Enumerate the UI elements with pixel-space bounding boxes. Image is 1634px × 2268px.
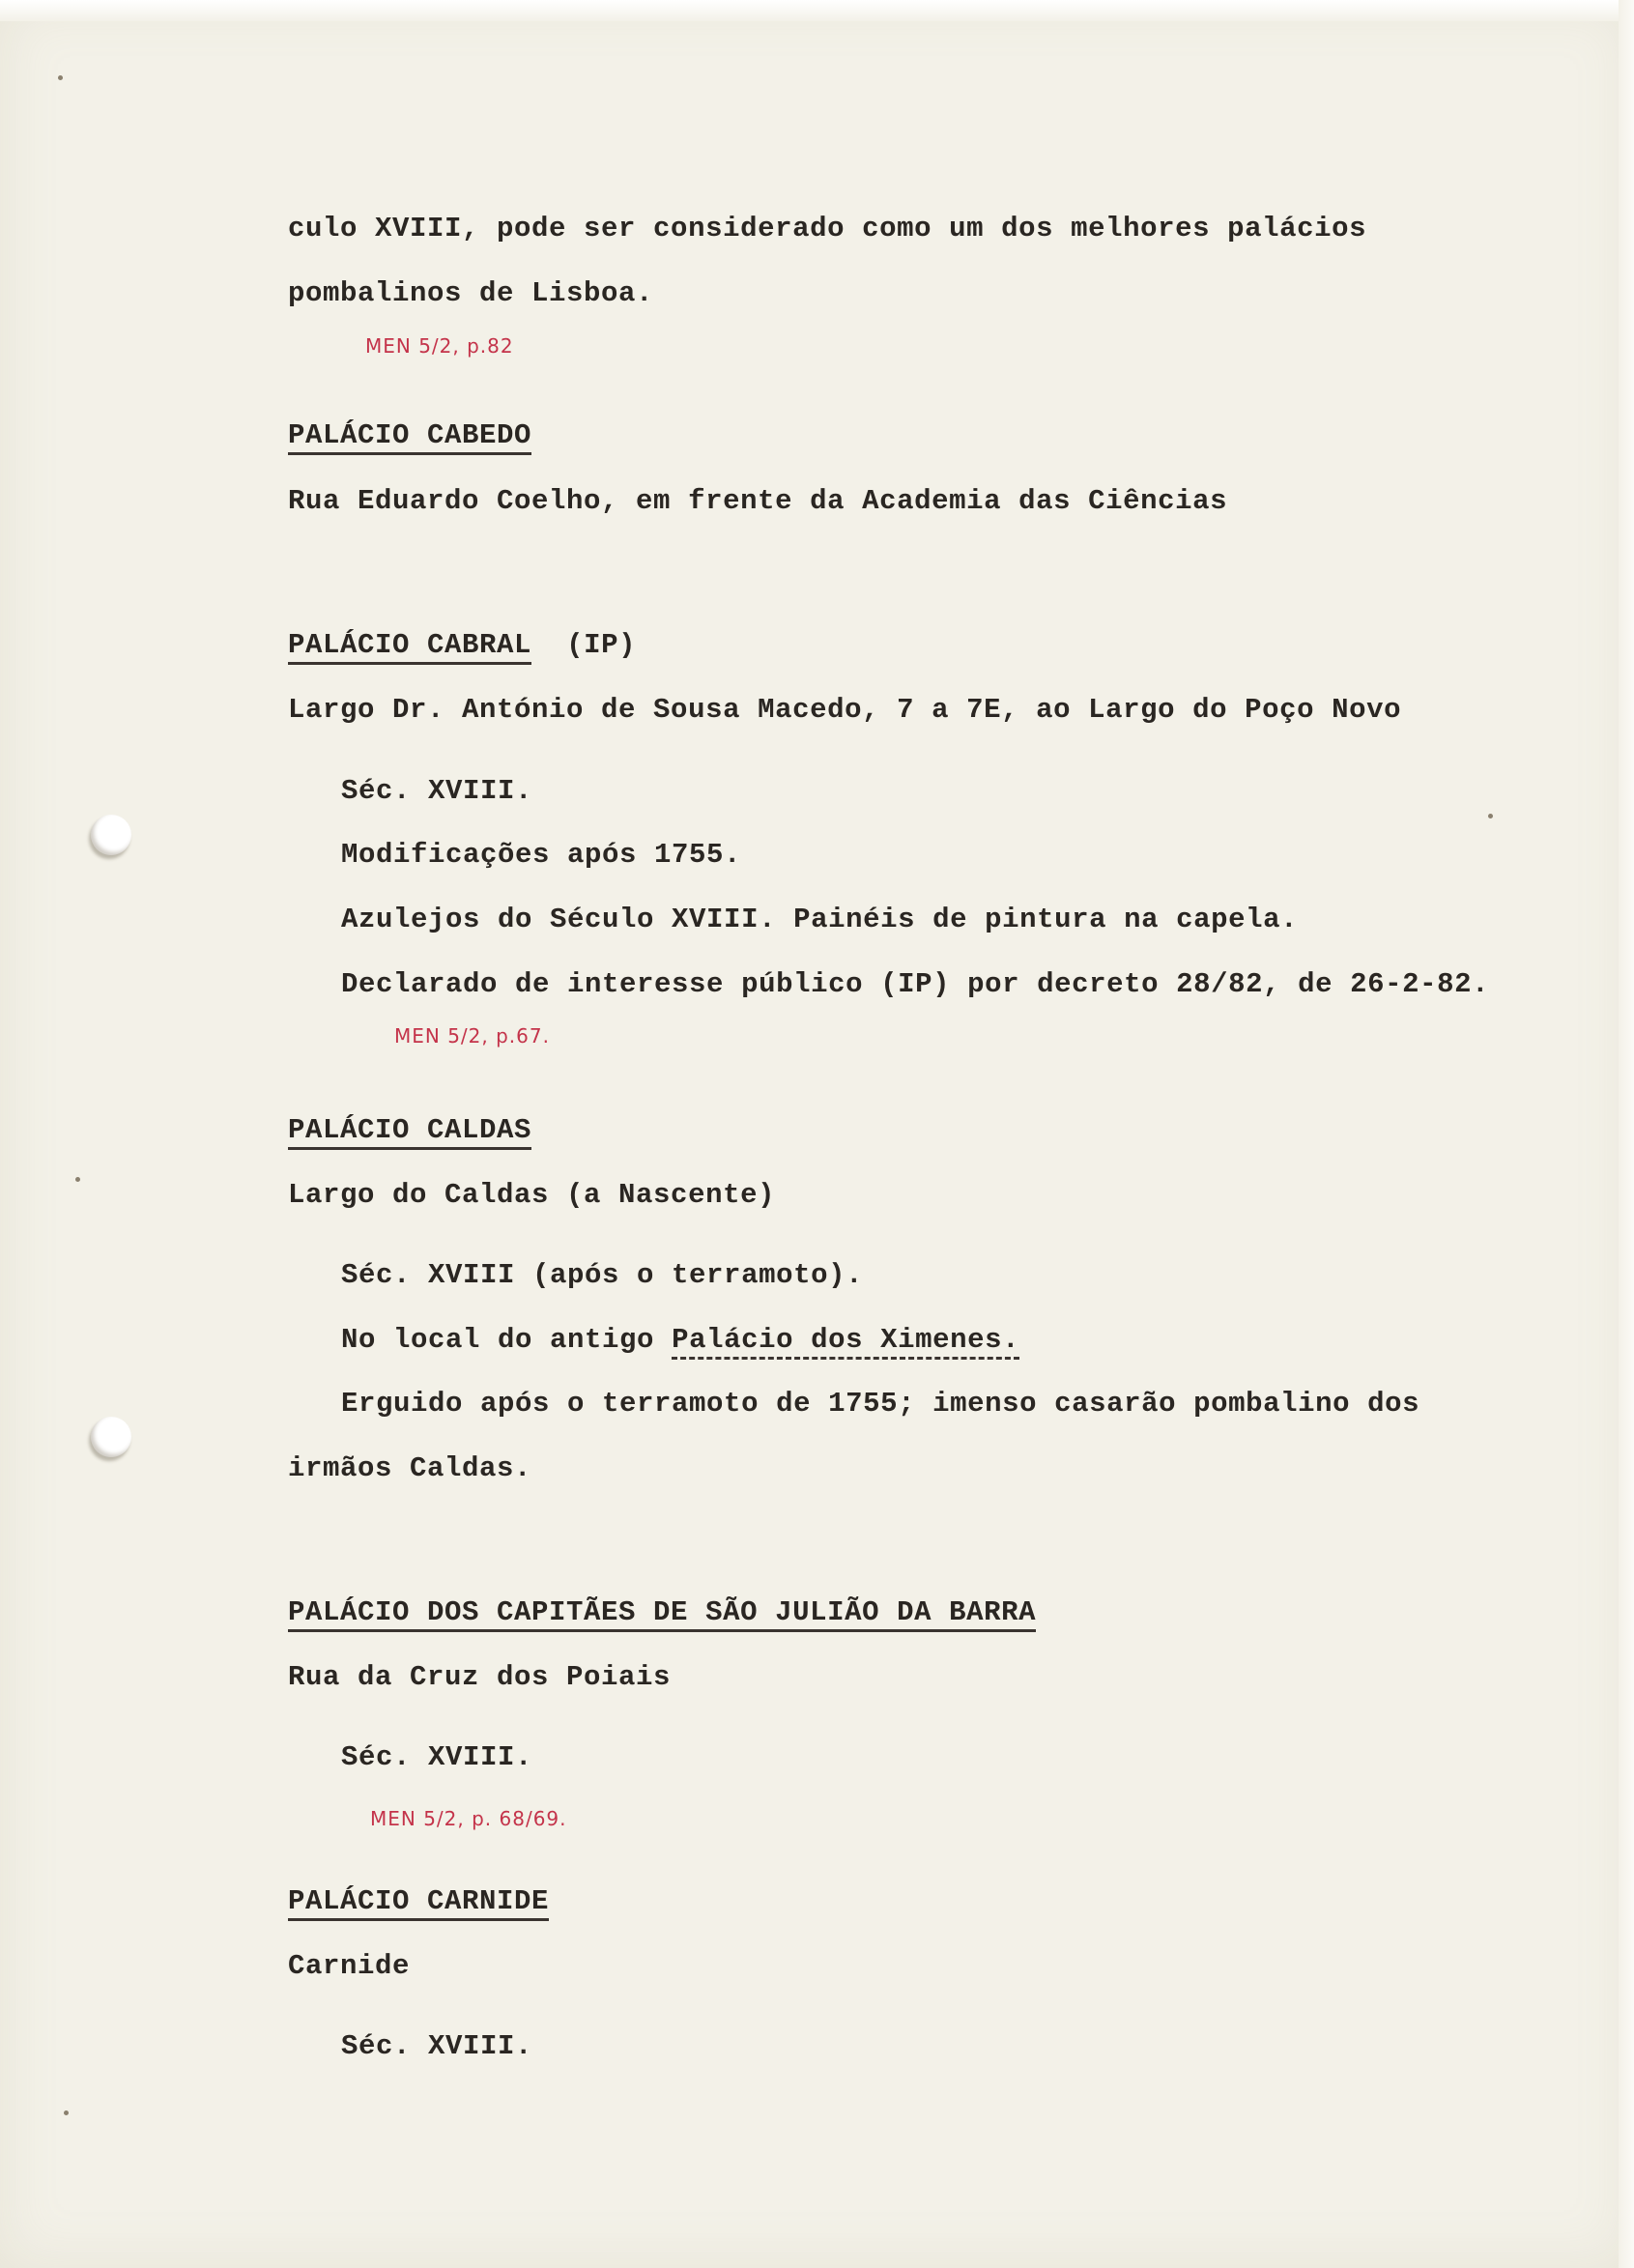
entry-title-cabedo xyxy=(288,419,531,452)
entry-title-text: PALÁCIO CARNIDE xyxy=(288,1885,549,1921)
intro-line-2: pombalinos de Lisboa. xyxy=(288,277,654,309)
entry-title-text: PALÁCIO CABRAL xyxy=(288,629,531,665)
handwritten-reference-note: MEN 5/2, p.67. xyxy=(394,1024,550,1048)
punch-hole-top xyxy=(91,815,131,855)
entry-tag: (IP) xyxy=(566,629,637,661)
paper-speck xyxy=(64,2110,69,2115)
entry-detail xyxy=(341,1324,1019,1357)
entry-detail: Séc. XVIII. xyxy=(341,775,533,807)
entry-title-text: PALÁCIO CABEDO xyxy=(288,419,531,455)
handwritten-reference-note: MEN 5/2, p.82 xyxy=(365,334,514,358)
entry-detail: Erguido após o terramoto de 1755; imenso casarão pombalino dos xyxy=(341,1388,1420,1420)
paper-speck xyxy=(58,75,63,80)
entry-detail: Séc. XVIII (após o terramoto). xyxy=(341,1259,864,1291)
entry-detail: irmãos Caldas. xyxy=(288,1452,532,1484)
paper-top-edge xyxy=(0,0,1634,21)
entry-address-caldas: Largo do Caldas (a Nascente) xyxy=(288,1179,776,1211)
entry-title-caldas xyxy=(288,1114,531,1147)
entry-title-carnide xyxy=(288,1885,549,1918)
entry-detail: Modificações após 1755. xyxy=(341,839,742,871)
entry-detail: Declarado de interesse público (IP) por decreto 28/82, de 26-2-82. xyxy=(341,968,1490,1000)
entry-title-cabral xyxy=(288,629,636,662)
entry-detail: Séc. XVIII. xyxy=(341,2030,533,2062)
paper-speck xyxy=(75,1177,80,1182)
entry-detail: Azulejos do Século XVIII. Painéis de pintura na capela. xyxy=(341,904,1299,935)
handwritten-reference-note: MEN 5/2, p. 68/69. xyxy=(370,1807,567,1830)
entry-detail-underlined-name: Palácio dos Ximenes. xyxy=(672,1324,1019,1360)
entry-address-cabral: Largo Dr. António de Sousa Macedo, 7 a 7E, ao Largo do Poço Novo xyxy=(288,694,1402,726)
entry-title-text: PALÁCIO DOS CAPITÃES DE SÃO JULIÃO DA BARRA xyxy=(288,1596,1036,1632)
entry-detail-text: No local do antigo xyxy=(341,1324,655,1356)
punch-hole-bottom xyxy=(91,1417,131,1457)
entry-title-capitaes xyxy=(288,1596,1036,1629)
paper-right-edge xyxy=(1619,0,1634,2268)
entry-title-text: PALÁCIO CALDAS xyxy=(288,1114,531,1150)
entry-detail: Séc. XVIII. xyxy=(341,1741,533,1773)
intro-line-1: culo XVIII, pode ser considerado como um dos melhores palácios xyxy=(288,213,1367,244)
paper-speck xyxy=(1488,814,1493,818)
entry-address-carnide: Carnide xyxy=(288,1950,411,1982)
entry-address-capitaes: Rua da Cruz dos Poiais xyxy=(288,1661,672,1693)
entry-address-cabedo: Rua Eduardo Coelho, em frente da Academia das Ciências xyxy=(288,485,1228,517)
